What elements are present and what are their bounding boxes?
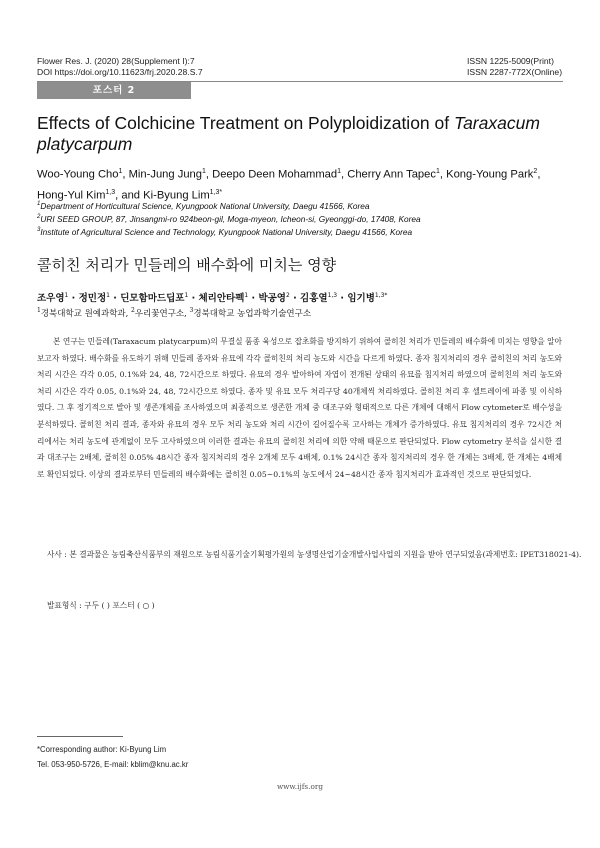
korean-affiliation: 우리꽃연구소, <box>134 308 187 319</box>
korean-affiliation: 경북대학교 원예과학과, <box>40 308 129 319</box>
author-affiliation-mark: 1 <box>202 168 206 175</box>
author-list: Woo-Young Cho$^1$, Min-Jung Jung$^1$, Deepo Deen Mohammad$^1$, Cherry Ann Tapec$^1$, Kong-Young Park$^2$, Hong-Yul Kim$^{1,3}$, and Ki-Byung Lim$^{1,3*}$ <box>37 168 541 202</box>
contact-info: Tel. 053-950-5726, E-mail: kblim@knu.ac.kr <box>37 760 189 769</box>
acknowledgement: 사사 : 본 결과물은 농림축산식품부의 재원으로 농림식품기술기획평가원의 농생명산업기술개발사업사업의 지원을 받아 연구되었음(과제번호: IPET318021-4). <box>47 550 582 559</box>
korean-title: 콜히친 처리가 민들레의 배수화에 미치는 영향 <box>37 256 337 274</box>
author: Hong-Yul Kim <box>37 189 106 202</box>
korean-author: 정민정 <box>78 293 107 305</box>
abstract-body: 본 연구는 민들레(Taraxacum platycarpum)의 무결실 품종 육성으로 잡초화를 방지하기 위하여 콜히친 처리가 민들레의 배수화에 미치는 영향을 알아보고자 하였다. 배수화를 유도하기 위해 민들레 종자와 유묘에 각각 콜히친의 처리 농도와 시간을 다르게 하였다. 종자 침지처리의 경우 콜히친의 처리 농도와 처리 시간은 각각 0.05, 0.1%와 24, 48, 72시간으로 하였다. 유묘의 경우 발아하여 자엽이 전개된 상태의 유묘를 침지처리 하였으며 콜히친의 처리 농도와 처리 시간은 각각 0.05, 0.1%와 24, 48, 72시간으로 하였다. 종자 및 유묘 모두 처리구당 40개체씩 처리하였다. 콜히친 처리 후 셀트레이에 파종 및 이식하였다. 그 후 정기적으로 발아 및 생존개체를 조사하였으며 최종적으로 생존한 개체 중 대조구와 형태적으로 다른 개체에 대해서 Flow cytometer로 배수성을 분석하였다. 콜히친 처리 결과, 종자와 유묘의 경우 모두 처리 농도와 처리 시간이 길어질수록 고사하는 개체가 증가하였다. 유묘 침지처리의 경우 72시간 처리에서는 처리 농도에 관계없이 모두 고사하였으며 이러한 결과는 유묘의 콜히친 처리에 의한 약해 때문으로 판단되었다. Flow cytometry 분석을 실시한 결과 대조구는 2배체, 콜히친 0.05% 48시간 종자 침지처리의 경우 2개체 모두 4배체, 0.1% 24시간 종자 침지처리의 경우 한 개체는 3배체, 한 개체는 4배체로 확인되었다. 이상의 결과로부터 민들레의 배수화에는 콜히친 0.05~0.1%의 농도에서 24~48시간 종자 침지처리가 효과적인 것으로 판단되었다. <box>37 337 562 479</box>
korean-author: 박공영 <box>258 293 286 305</box>
author-affiliation-mark: 1 <box>337 168 342 175</box>
paper-title-main: Effects of Colchicine Treatment on Polyploidization of <box>37 113 454 133</box>
presentation-format: 발표형식 : 구두 ( ) 포스터 ( ○ ) <box>47 601 155 610</box>
corresponding-author: *Corresponding author: Ki-Byung Lim <box>37 745 167 754</box>
corresponding-footnote <box>37 742 188 772</box>
doi-line[interactable]: DOI https://doi.org/10.11623/frj.2020.28.S.7 <box>37 67 203 77</box>
author: Deepo Deen Mohammad <box>212 168 338 181</box>
author: Woo-Young Cho <box>37 168 119 181</box>
author-affiliation-mark: 1 <box>118 168 123 175</box>
author-affiliation-mark: 2 <box>533 168 538 175</box>
author: Kong-Young Park <box>446 168 534 181</box>
korean-author: 김홍열 <box>300 293 328 305</box>
affiliation-item: $^1$Department of Horticultural Science, Kyungpook National University, Daegu 41566, Korea <box>37 200 370 211</box>
footer-url[interactable]: www.ijfs.org <box>276 782 324 791</box>
author: Cherry Ann Tapec <box>347 168 436 181</box>
issn-block <box>467 56 562 78</box>
issn-online: ISSN 2287-772X(Online) <box>467 67 563 77</box>
paper-title-species: Taraxacum platycarpum <box>37 113 540 154</box>
korean-author: 조우영 <box>37 293 65 305</box>
korean-author: 임기병 <box>347 293 375 305</box>
korean-author: 체리안타펙 <box>198 293 245 305</box>
poster-badge: 포스터 2 <box>37 82 191 99</box>
author-affiliation-mark: 1,3 <box>105 188 116 196</box>
author: Min-Jung Jung <box>128 168 202 181</box>
korean-author-list: 조우영$^1$ · 정민정$^1$ · 딘모함마드딥포$^1$ · 체리안타펙$^1$ · 박공영$^2$ · 김홍열$^{1,3}$ · 임기병$^{1,3*}$ <box>37 292 388 305</box>
korean-author: 딘모함마드딥포 <box>120 293 185 305</box>
journal-citation: Flower Res. J. (2020) 28(Supplement I):7 <box>37 56 195 66</box>
korean-affiliation-list: $^1$경북대학교 원예과학과, $^2$우리꽃연구소, $^3$경북대학교 농업과학기술연구소 <box>37 307 312 319</box>
affiliation-list <box>37 199 567 238</box>
journal-header <box>37 56 203 78</box>
author: Ki-Byung Lim <box>143 189 210 202</box>
issn-print: ISSN 1225-5009(Print) <box>467 56 554 66</box>
author-affiliation-mark: 1 <box>435 168 440 175</box>
author-affiliation-mark: 1,3* <box>209 188 223 196</box>
footnote-divider <box>37 736 123 737</box>
affiliation-item: $^2$URI SEED GROUP, 87, Jinsangmi-ro 924beon-gil, Moga-myeon, Icheon-si, Gyeonggi-do, 17408, Korea <box>37 213 421 224</box>
affiliation-item: $^3$Institute of Agricultural Science and Technology, Kyungpook National University, Daegu 41566, Korea <box>37 226 413 237</box>
paper-title <box>37 113 567 155</box>
korean-affiliation: 경북대학교 농업과학기술연구소 <box>193 308 312 319</box>
